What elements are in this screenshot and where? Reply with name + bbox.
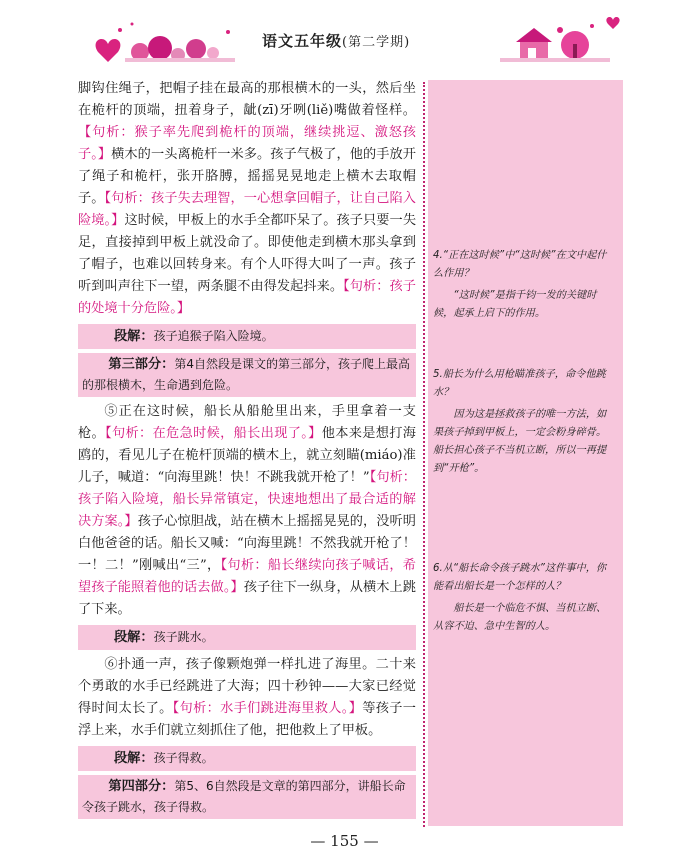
summary-label: 段解：	[114, 751, 154, 766]
paragraph-5	[78, 401, 416, 621]
paragraph-summary-box	[78, 324, 416, 349]
paragraph-6	[78, 654, 416, 742]
question-text: 6.从“船长命令孩子跳水”这件事中，你能看出船长是一个怎样的人？	[433, 563, 607, 592]
sentence-analysis: 【句析：猴子率先爬到桅杆的顶端，继续挑逗、激怒孩子。】	[78, 125, 416, 162]
sentence-analysis: 【句析：在危急时候，船长出现了。】	[105, 426, 322, 441]
summary-text: 孩子得救。	[153, 751, 214, 765]
question-6	[433, 560, 616, 636]
answer-text: 船长是一个临危不惧、当机立断、从容不迫、急中生智的人。	[433, 603, 607, 632]
summary-text: 孩子追猴子陷入险境。	[153, 329, 274, 343]
sentence-analysis: 【句析：水手们跳进海里救人。】	[172, 701, 363, 716]
text-run: 等孩子一浮上来，水手们就立刻抓住了他，把他救上了甲板。	[78, 701, 416, 738]
text-run: 孩子心惊胆战，站在横木上摇摇晃晃的，没听明白他爸爸的话。船长又喊：“向海里跳！不然我就开枪了！一！二！”刚喊出“三”，	[78, 514, 416, 573]
sentence-analysis: 【句析：船长继续向孩子喊话，希望孩子能照着他的话去做。】	[78, 558, 416, 595]
part-label: 第四部分：	[108, 779, 175, 794]
main-text-column	[78, 78, 416, 823]
text-run: 孩子往下一纵身，从横木上跳了下来。	[78, 580, 416, 617]
text-run: 这时候，甲板上的水手全都吓呆了。孩子只要一失足，直接掉到甲板上就没命了。即使他走到横木那头拿到了帽子，也难以回转身来。有个人吓得大叫了一声。孩子听到叫声往下一望，两条腿不由得发起抖来。	[78, 213, 417, 294]
paragraph-summary-box	[78, 746, 416, 771]
page-number: — 155 —	[310, 832, 379, 850]
book-title: 语文五年级	[262, 32, 343, 50]
text-run: 横木的一头离桅杆一米多。孩子气极了，他的手放开了绳子和桅杆，张开胳膊，摇摇晃晃地走上横木去取帽子。	[78, 147, 416, 206]
part-three-box	[78, 353, 416, 397]
answer-text: “这时候”是指千钧一发的关键时候，起承上启下的作用。	[433, 290, 597, 319]
header-title	[262, 30, 410, 51]
question-5	[433, 366, 616, 478]
sentence-analysis: 【句析：孩子的处境十分危险。】	[78, 279, 416, 316]
summary-label: 段解：	[114, 329, 154, 344]
part-text: 第4自然段是课文的第三部分，孩子爬上最高的那根横木，生命遇到危险。	[82, 357, 410, 392]
question-4	[433, 247, 616, 323]
sentence-analysis: 【句析：孩子失去理智，一心想拿回帽子，让自己陷入险境。】	[78, 191, 416, 228]
paragraph-summary-box	[78, 625, 416, 650]
question-text: 4.“正在这时候”中“这时候”在文中起什么作用？	[433, 250, 607, 279]
part-text: 第5、6自然段是文章的第四部分，讲船长命令孩子跳水，孩子得救。	[82, 779, 406, 814]
question-text: 5.船长为什么用枪瞄准孩子，命令他跳水？	[433, 369, 606, 398]
text-run: 他本来是想打海鸥的，看见儿子在桅杆顶端的横木上，就立刻瞄(miáo)准儿子，喊道：“向海里跳！快！不跳我就开枪了！”	[78, 426, 416, 485]
paragraph-4-continued	[78, 78, 416, 320]
column-divider	[423, 82, 425, 827]
summary-text: 孩子跳水。	[153, 630, 214, 644]
text-run: 脚钩住绳子，把帽子挂在最高的那根横木的一头，然后坐在桅杆的顶端，扭着身子，龇(zī)牙咧(liě)嘴做着怪样。	[78, 81, 416, 118]
part-label: 第三部分：	[108, 357, 175, 372]
answer-text: 因为这是拯救孩子的唯一方法，如果孩子掉到甲板上，一定会粉身碎骨。船长担心孩子不当机立断，所以一再提到“开枪”。	[433, 409, 607, 474]
text-run: ⑥扑通一声，孩子像颗炮弹一样扎进了海里。二十来个勇敢的水手已经跳进了大海；四十秒钟——大家已经觉得时间太长了。	[78, 657, 416, 716]
summary-label: 段解：	[114, 630, 154, 645]
sentence-analysis: 【句析：孩子陷入险境，船长异常镇定，快速地想出了最合适的解决方案。】	[78, 470, 416, 529]
part-four-box	[78, 775, 416, 819]
text-run: ⑤正在这时候，船长从船舱里出来，手里拿着一支枪。	[78, 404, 416, 441]
book-subtitle: (第二学期)	[342, 35, 411, 50]
